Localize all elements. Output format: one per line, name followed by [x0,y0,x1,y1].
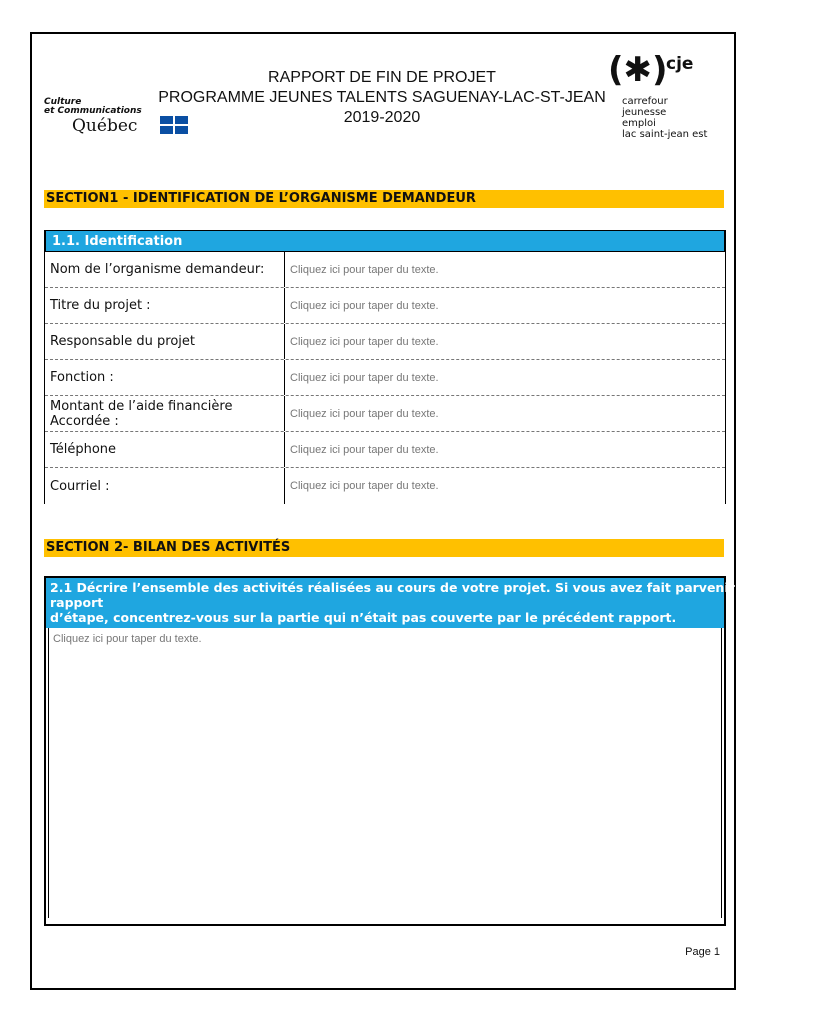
table-row [45,396,725,432]
question-line-1: 2.1 Décrire l’ensemble des activités réalisées au cours de votre projet. Si vous avez fait parvenir un rapport [50,580,815,595]
cje-line-3: emploi [622,118,656,129]
cje-line-1: carrefour [622,96,668,107]
table-row [45,468,725,504]
activities-box [44,576,815,926]
field-label: Téléphone [45,432,285,467]
activities-answer-placeholder: Cliquez ici pour taper du texte. [53,633,202,645]
cje-line-2: jeunesse [622,107,667,118]
document-page [30,32,815,990]
asterisk-logo-icon: (✱) [608,50,668,90]
table-row [45,252,725,288]
identification-table [44,230,726,504]
field-label: Nom de l’organisme demandeur: [45,252,285,287]
title-line-3: 2019-2020 [343,109,421,126]
activities-answer-area[interactable] [48,628,722,918]
cje-line-4: lac saint-jean est [622,129,708,140]
project-manager-field[interactable]: Cliquez ici pour taper du texte. [290,335,439,348]
activities-question [46,578,815,628]
field-label: Titre du projet : [45,288,285,323]
title-line-1: RAPPORT DE FIN DE PROJET [268,69,496,86]
section2-heading: SECTION 2- BILAN DES ACTIVITÉS [44,539,724,557]
question-line-2: rapport [50,595,104,610]
ministry-line-1: Culture [44,97,82,107]
section1-heading: SECTION1 - IDENTIFICATION DE L’ORGANISME DEMANDEUR [44,190,724,208]
phone-field[interactable]: Cliquez ici pour taper du texte. [290,443,439,456]
field-label: Responsable du projet [45,324,285,359]
function-field[interactable]: Cliquez ici pour taper du texte. [290,371,439,384]
table-row [45,324,725,360]
email-field[interactable]: Cliquez ici pour taper du texte. [290,480,439,492]
field-label: Fonction : [45,360,285,395]
cje-tagline [622,96,707,140]
ministry-line-2: et Communications [44,106,142,116]
document-title [102,68,662,128]
project-title-field[interactable]: Cliquez ici pour taper du texte. [290,299,439,312]
title-line-2: PROGRAMME JEUNES TALENTS SAGUENAY-LAC-ST-JEAN [158,89,606,106]
table-row [45,360,725,396]
organisme-name-field[interactable]: Cliquez ici pour taper du texte. [290,263,439,276]
field-label: Montant de l’aide financière Accordée : [45,396,285,431]
quebec-wordmark: Québec [72,116,138,136]
question-line-3: d’étape, concentrez-vous sur la partie qui n’était pas couverte par le précédent rapport. [50,610,677,625]
table-row [45,288,725,324]
cje-wordmark: cje [666,54,694,74]
funding-amount-field[interactable]: Cliquez ici pour taper du texte. [290,407,439,420]
cje-logo [608,52,728,152]
identification-subheading: 1.1. Identification [45,230,725,252]
field-label: Courriel : [45,468,285,504]
table-row [45,432,725,468]
page-number: Page 1 [685,946,720,958]
